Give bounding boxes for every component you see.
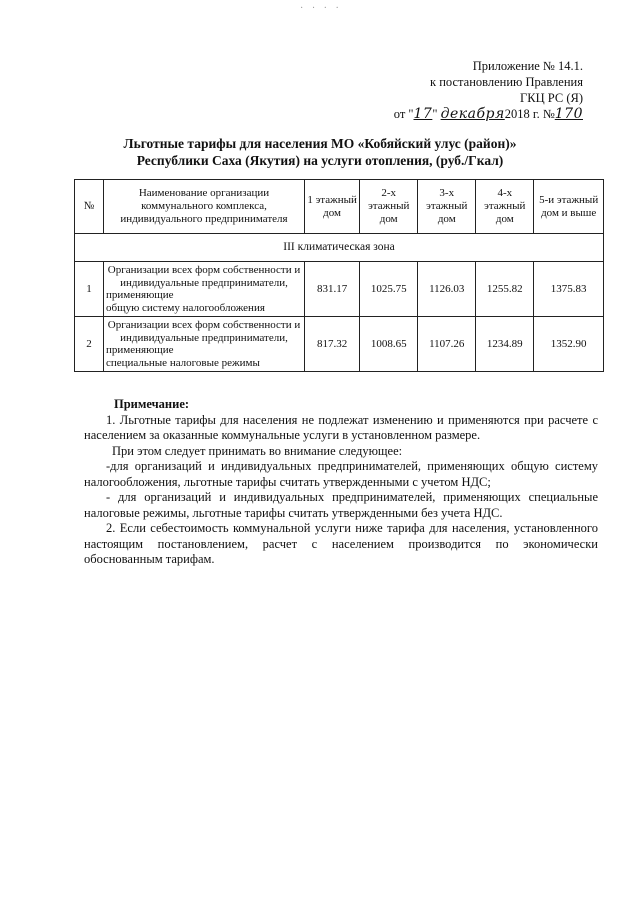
tariff-table <box>74 179 604 372</box>
table-row <box>75 262 604 317</box>
zone-row <box>75 234 604 262</box>
header-col-1: 1 этажный дом <box>305 180 360 234</box>
note-paragraph: 2. Если себестоимость коммунальной услуги ниже тарифа для населения, установленного настоящим постановлением, расчет с населением производится по экономически обоснованным тарифам. <box>84 521 598 566</box>
row-value: 1025.75 <box>360 262 418 317</box>
note-paragraph: При этом следует принимать во внимание следующее: <box>112 443 403 458</box>
row-org: Организации всех форм собственности и индивидуальные предприниматели, применяющие специальные налоговые режимы <box>104 317 305 372</box>
handwritten-month: декабря <box>440 106 505 122</box>
attachment-date: от "17" декабря2018 г. №170 <box>393 106 583 122</box>
climate-zone: III климатическая зона <box>75 234 604 262</box>
document-title <box>0 135 640 169</box>
row-value: 831.17 <box>305 262 360 317</box>
attachment-decree: к постановлению Правления <box>430 75 583 89</box>
header-col-5: 5-и этажный дом и выше <box>534 180 604 234</box>
row-value: 1255.82 <box>476 262 534 317</box>
scan-artifact: · · · · <box>300 3 342 14</box>
table-header-row <box>75 180 604 234</box>
row-value: 1234.89 <box>476 317 534 372</box>
handwritten-day: 17 <box>413 106 433 122</box>
row-value: 1126.03 <box>418 262 476 317</box>
attachment-header <box>394 58 583 122</box>
row-value: 1107.26 <box>418 317 476 372</box>
attachment-org: ГКЦ РС (Я) <box>520 91 583 105</box>
row-value: 1352.90 <box>534 317 604 372</box>
title-line-1: Льготные тарифы для населения МО «Кобяйский улус (район)» <box>123 136 517 151</box>
header-name: Наименование организации коммунального комплекса, индивидуального предпринимателя <box>104 180 305 234</box>
header-col-3: 3-х этажный дом <box>418 180 476 234</box>
note-paragraph: -для организаций и индивидуальных предпринимателей, применяющих общую систему налогообложения, льготные тарифы считать утвержденными с учетом НДС; <box>84 459 598 489</box>
note-paragraph: 1. Льготные тарифы для населения не подлежат изменению и применяются при расчете с населением за оказанные коммунальные услуги в установленном размере. <box>84 412 598 442</box>
header-num: № <box>75 180 104 234</box>
attachment-number: Приложение № 14.1. <box>472 59 583 73</box>
row-value: 817.32 <box>305 317 360 372</box>
handwritten-number: 170 <box>554 106 583 122</box>
row-value: 1375.83 <box>534 262 604 317</box>
row-num: 1 <box>75 262 104 317</box>
title-line-2: Республики Саха (Якутия) на услуги отопления, (руб./Гкал) <box>136 153 504 168</box>
table-row <box>75 317 604 372</box>
header-col-4: 4-х этажный дом <box>476 180 534 234</box>
note-paragraph: - для организаций и индивидуальных предпринимателей, применяющих специальные налоговые режимы, льготные тарифы считать утвержденными без учета НДС. <box>84 490 598 520</box>
row-num: 2 <box>75 317 104 372</box>
notes-section <box>84 397 598 568</box>
row-org: Организации всех форм собственности и индивидуальные предприниматели, применяющие общую систему налогообложения <box>104 262 305 317</box>
notes-heading: Примечание: <box>114 397 190 411</box>
row-value: 1008.65 <box>360 317 418 372</box>
header-col-2: 2-х этажный дом <box>360 180 418 234</box>
